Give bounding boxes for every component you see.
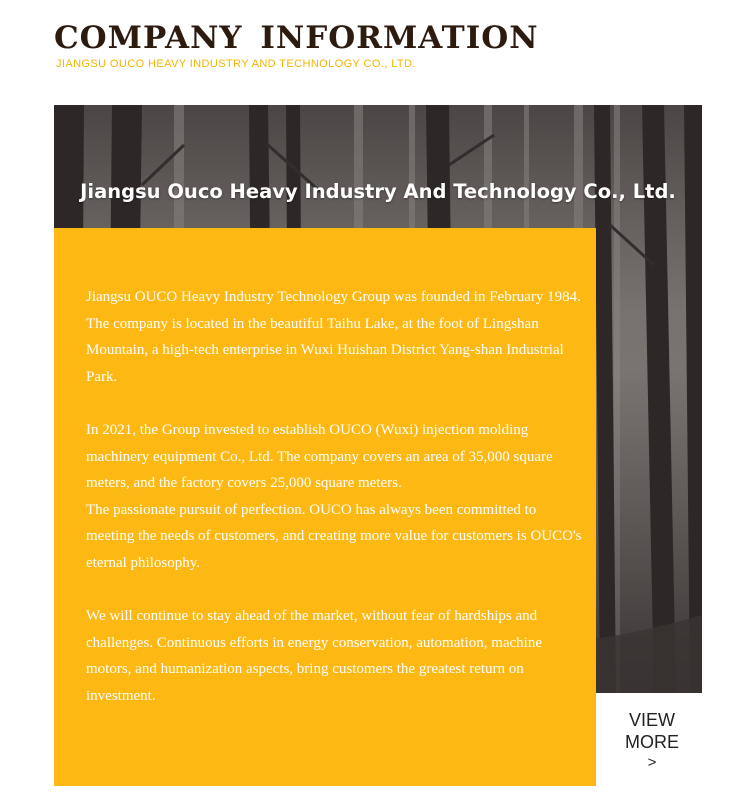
view-more-label-line1: VIEW (628, 710, 675, 730)
description-paragraph: We will continue to stay ahead of the market, without fear of hardships and challenges. Continuous efforts in energy conservation, automation, machine motors, and humanization aspects, bring customers the greatest return on investment. (86, 608, 542, 704)
company-description-card (54, 228, 596, 786)
view-more-link[interactable] (608, 710, 696, 773)
description-paragraph: Jiangsu OUCO Heavy Industry Technology Group was founded in February 1984. The company is located in the beautiful Taihu Lake, at the foot of Lingshan Mountain, a high-tech enterprise in Wuxi Huishan District Yang-shan Industrial Park. (86, 289, 581, 385)
description-paragraph: The passionate pursuit of perfection. OUCO has always been committed to meeting the needs of customers, and creating more value for customers is OUCO's eternal philosophy. (86, 501, 582, 571)
section-subtitle: JIANGSU OUCO HEAVY INDUSTRY AND TECHNOLOGY CO., LTD. (56, 58, 416, 70)
hero-title: Jiangsu Ouco Heavy Industry And Technology Co., Ltd. (80, 180, 676, 203)
description-paragraph: In 2021, the Group invested to establish OUCO (Wuxi) injection molding machinery equipment Co., Ltd. The company covers an area of 35,000 square meters, and the factory covers 25,000 square meters. (86, 421, 553, 492)
view-more-label-line2: MORE (625, 731, 679, 752)
company-description (86, 284, 582, 710)
section-title: COMPANY INFORMATION (54, 20, 539, 56)
chevron-right-icon: > (647, 754, 657, 771)
